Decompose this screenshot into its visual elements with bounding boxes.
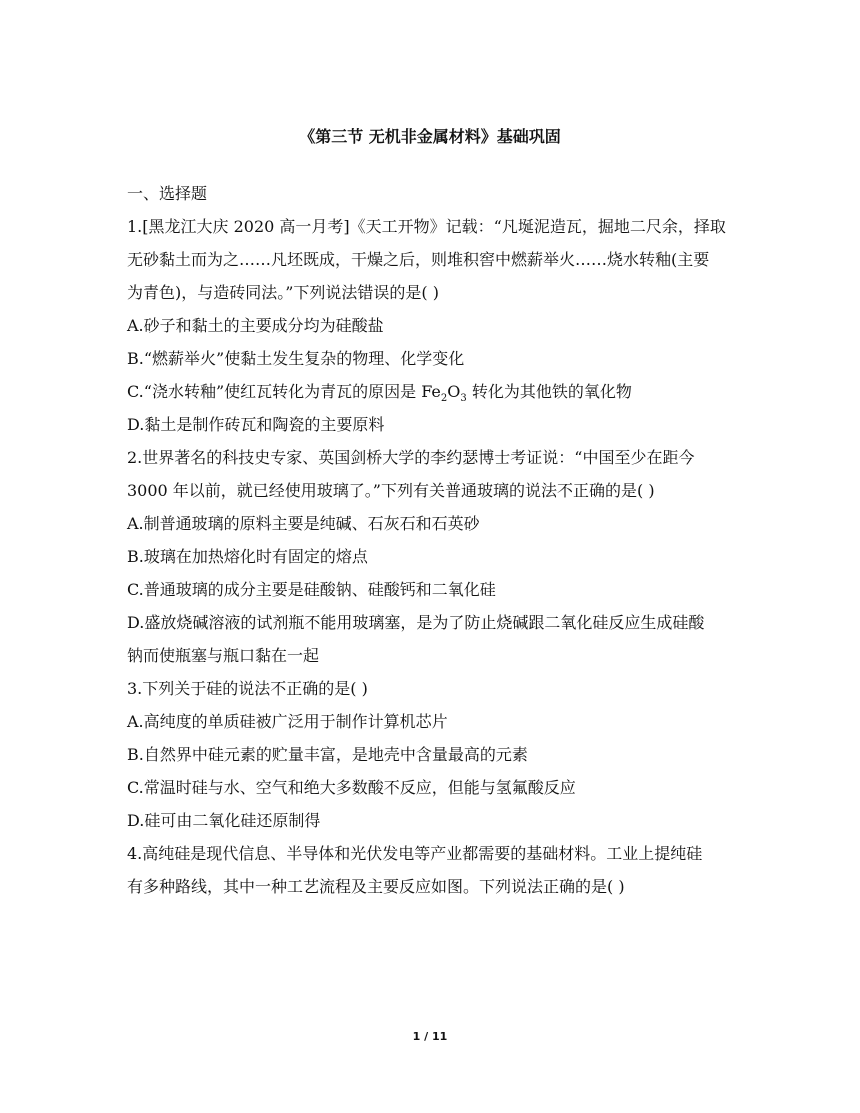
document-title: 《第三节 无机非金属材料》基础巩固 (299, 127, 561, 146)
section-heading: 一、选择题 (127, 184, 208, 203)
q3-option-d: D.硅可由二氧化硅还原制得 (127, 811, 321, 830)
q1-option-c-text-1: C.“浇水转釉”使红瓦转化为青瓦的原因是 Fe (127, 382, 441, 401)
q1-option-c-text-2: O (447, 382, 461, 401)
q1-option-d: D.黏土是制作砖瓦和陶瓷的主要原料 (127, 415, 385, 434)
q1-option-b: B.“燃薪举火”使黏土发生复杂的物理、化学变化 (127, 349, 465, 368)
q1-option-a: A.砂子和黏土的主要成分均为硅酸盐 (127, 316, 384, 335)
q2-line-1: 2.世界著名的科技史专家、英国剑桥大学的李约瑟博士考证说：“中国至少在距今 (127, 448, 695, 467)
q1-option-c-sub-2: 3 (460, 393, 467, 405)
page-number: 1 / 11 (412, 1030, 448, 1043)
q3-option-a: A.高纯度的单质硅被广泛用于制作计算机芯片 (127, 712, 448, 731)
q1-line-3: 为青色)，与造砖同法。”下列说法错误的是( ) (127, 283, 439, 302)
q2-option-b: B.玻璃在加热熔化时有固定的熔点 (127, 547, 368, 566)
q2-option-c: C.普通玻璃的成分主要是硅酸钠、硅酸钙和二氧化硅 (127, 580, 496, 599)
q3-option-c: C.常温时硅与水、空气和绝大多数酸不反应，但能与氢氟酸反应 (127, 778, 576, 797)
q2-option-d-line-1: D.盛放烧碱溶液的试剂瓶不能用玻璃塞，是为了防止烧碱跟二氧化硅反应生成硅酸 (127, 613, 705, 632)
q2-option-a: A.制普通玻璃的原料主要是纯碱、石灰石和石英砂 (127, 514, 480, 533)
q1-option-c (127, 382, 632, 409)
q1-line-2: 无砂黏土而为之……凡坯既成，干燥之后，则堆积窖中燃薪举火……烧水转釉(主要 (127, 250, 710, 269)
q1-option-c-text-3: 转化为其他铁的氧化物 (466, 382, 632, 401)
q1-option-c-sub-1: 2 (440, 393, 448, 405)
q3-line-1: 3.下列关于硅的说法不正确的是( ) (127, 679, 368, 698)
q2-line-2: 3000 年以前，就已经使用玻璃了。”下列有关普通玻璃的说法不正确的是( ) (127, 481, 655, 500)
q4-line-2: 有多种路线，其中一种工艺流程及主要反应如图。下列说法正确的是( ) (127, 877, 625, 896)
q4-line-1: 4.高纯硅是现代信息、半导体和光伏发电等产业都需要的基础材料。工业上提纯硅 (127, 844, 703, 863)
q1-line-1: 1.[黑龙江大庆 2020 高一月考]《天工开物》记载：“凡埏泥造瓦，掘地二尺余，择取 (127, 217, 726, 236)
q2-option-d-line-2: 钠而使瓶塞与瓶口黏在一起 (127, 646, 320, 665)
q3-option-b: B.自然界中硅元素的贮量丰富，是地壳中含量最高的元素 (127, 745, 528, 764)
